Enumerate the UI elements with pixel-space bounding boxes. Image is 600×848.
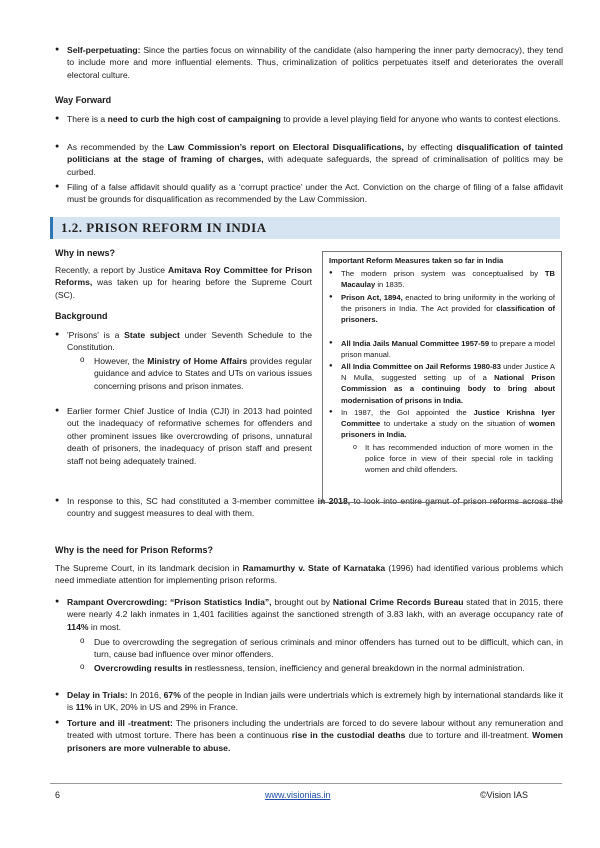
box-title: Important Reform Measures taken so far in India bbox=[329, 256, 504, 265]
reform-measures-box bbox=[322, 251, 562, 503]
bullet-false-affidavit: ● Filing of a false affidavit should qualify as a ‘corrupt practice’ under the Act. Conviction on the charge of filing of a false affidavit must be grounds for disqualification as recommended by the Law Commission. bbox=[55, 181, 563, 206]
box-item-krishna-iyer: ● In 1987, the GoI appointed the Justice Krishna Iyer Committee to undertake a study on the situation of women prisoners in India. bbox=[329, 407, 555, 441]
sub-bullet-mha: o However, the Ministry of Home Affairs provides regular guidance and advice to States and UTs on various issues concerning prisons and prison inmates. bbox=[80, 355, 312, 392]
para-why-in-news: Recently, a report by Justice Amitava Roy Committee for Prison Reforms, was taken up for hearing before the Supreme Court (SC). bbox=[55, 265, 312, 300]
bullet-law-commission: ● As recommended by the Law Commission’s report on Electoral Disqualifications, by effecting disqualification of tainted politicians at the stage of framing of charges, with adequate safeguards, the spread of criminalisation of politics may be curbed. bbox=[55, 141, 563, 178]
bullet-sc-committee: ● In response to this, SC had constituted a 3-member committee in 2018, to look into entire gamut of prison reforms across the country and suggest measures to deal with them. bbox=[55, 495, 563, 520]
bullet-overcrowding: ● Rampant Overcrowding: “Prison Statistics India”, brought out by National Crime Records Bureau stated that in 2015, there were nearly 4.2 lakh inmates in 1,401 facilities against the sanctioned strength of 3.83 lakh, with an average occupancy rate of 114% in most. bbox=[55, 596, 563, 633]
box-item-mulla-committee: ● All India Committee on Jail Reforms 1980-83 under Justice A N Mulla, suggested setting up of a National Prison Commission as a continuing body to bring about modernisation of prisons in India. bbox=[329, 361, 555, 406]
sub-bullet-segregation: o Due to overcrowding the segregation of serious criminals and minor offenders has turned out to be difficult, which can, in turn, cause bad influence over minor offenders. bbox=[80, 636, 563, 661]
bullet-cji-2013: ● Earlier former Chief Justice of India (CJI) in 2013 had pointed out the inadequacy of reformative schemes for offenders and other prominent issues like overcrowding of prisons, unnatural death of prisoners, the inadequacy of prison staff and present staff not being adequately trained. bbox=[55, 405, 312, 467]
footer-divider bbox=[50, 783, 562, 784]
sub-bullet-overcrowding-results: o Overcrowding results in restlessness, tension, inefficiency and general breakdown in the normal administration. bbox=[80, 662, 563, 674]
bullet-state-subject: ● 'Prisons' is a State subject under Seventh Schedule to the Constitution. bbox=[55, 329, 312, 354]
heading-why-in-news: Why in news? bbox=[55, 248, 116, 258]
bullet-campaign-cost: ● There is a need to curb the high cost of campaigning to provide a level playing field for anyone who wants to contest elections. bbox=[55, 113, 563, 125]
box-sub-women-police: o It has recommended induction of more women in the police force in view of their special role in tackling women and child offenders. bbox=[353, 442, 553, 476]
section-title: 1.2. PRISON REFORM IN INDIA bbox=[61, 220, 267, 235]
heading-background: Background bbox=[55, 311, 108, 321]
box-item-jails-manual: ● All India Jails Manual Committee 1957-59 to prepare a model prison manual. bbox=[329, 338, 555, 360]
bullet-self-perpetuating: ● Self-perpetuating: Since the parties focus on winnability of the candidate (also hampering the inner party democracy), they tend to include more and more influential elements. Thus, criminalization of politics perpetuates itself and deteriorates the overall electoral culture. bbox=[55, 44, 563, 81]
page-number: 6 bbox=[55, 790, 61, 800]
bullet-torture: ● Torture and ill -treatment: The prisoners including the undertrials are forced to do severe labour without any remuneration and treated with utmost torture. There has been a continuous rise in the custodial deaths due to torture and ill-treatment. Women prisoners are more vulnerable to abuse. bbox=[55, 717, 563, 754]
box-item-prison-act: ● Prison Act, 1894, enacted to bring uniformity in the working of the prisoners in India. The Act provided for classification of prisoners. bbox=[329, 292, 555, 326]
footer-website-link[interactable]: www.visionias.in bbox=[265, 790, 331, 800]
para-ramamurthy: The Supreme Court, in its landmark decision in Ramamurthy v. State of Karnataka (1996) had identified various problems which need immediate attention for implementing prison reforms. bbox=[55, 563, 563, 586]
box-item-macaulay: ● The modern prison system was conceptualised by TB Macaulay in 1835. bbox=[329, 268, 555, 290]
heading-need-reforms: Why is the need for Prison Reforms? bbox=[55, 545, 214, 555]
heading-way-forward: Way Forward bbox=[55, 95, 112, 105]
section-banner bbox=[50, 217, 560, 239]
footer-copyright: ©Vision IAS bbox=[480, 790, 528, 800]
bullet-delay-trials: ● Delay in Trials: In 2016, 67% of the people in Indian jails were undertrials which is extremely high by international standards like it is 11% in UK, 20% in US and 29% in France. bbox=[55, 689, 563, 714]
